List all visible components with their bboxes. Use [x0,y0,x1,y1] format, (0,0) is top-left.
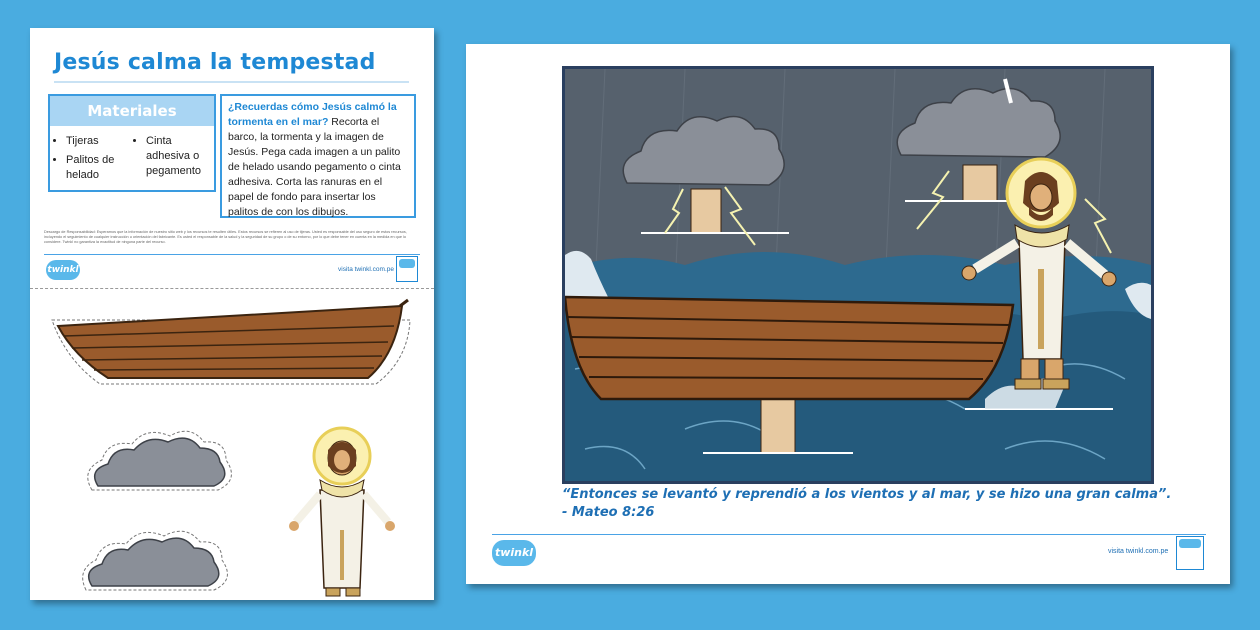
cutout-worksheet [30,28,434,600]
cut-line [30,288,434,289]
material-item: • Palitos de helado [66,153,130,183]
material-item: • Cinta adhesiva o pegamento [146,134,212,179]
title-underline [54,81,409,83]
materials-list-2 [132,134,212,183]
instructions-box [220,94,416,218]
website-link[interactable]: visita twinkl.com.pe [1108,548,1169,555]
quality-badge [1176,536,1204,570]
footer-rule [492,534,1206,535]
footer-rule [44,254,420,255]
materials-heading: Materiales [50,96,214,126]
twinkl-logo: twinkl [46,260,80,280]
quote-text: “Entonces se levantó y reprendió a los vientos y al mar, y se hizo una gran calma”. [562,487,1172,502]
materials-list-1 [52,134,130,187]
jesus-cutout [289,428,395,596]
quote-reference: - Mateo 8:26 [562,505,655,520]
material-item: • Tijeras [66,134,130,149]
twinkl-logo: twinkl [492,540,536,566]
boat-cutout [52,300,410,384]
cutout-pieces [30,290,434,600]
cloud-cutout [83,531,228,590]
disclaimer-text: Descargo de Responsabilidad: Esperamos que la información de nuestro sitio web y los recursos te resulten útiles. Estos recursos se refieren al uso de tijeras. Usted es responsable del uso seguro de estos recursos, incluyendo el seguimiento de cualquier instrucción u orientación del fabricante. Es usted el responsable de la salud y la seguridad de su grupo o de su entorno, por lo que debe tener en cuenta en la medida en que lo considere. Twinkl no garantiza la exactitud de ninguna parte del recurso. [44,230,407,244]
website-link[interactable]: visita twinkl.com.pe [338,266,394,273]
background-worksheet [466,44,1230,584]
quality-badge [396,256,418,282]
bible-quote [562,486,1171,522]
storm-scene [562,66,1154,484]
page-title: Jesús calma la tempestad [54,50,376,75]
materials-box [48,94,216,192]
cloud-cutout [88,431,232,490]
scene-illustration [565,69,1151,481]
instructions-body: Recorta el barco, la tormenta y la imagen de Jesús. Pega cada imagen a un palito de helado usando pegamento o cinta adhesiva. Corta las ranuras en el papel de fondo para insertar los palitos de con los dibujos. [228,116,401,218]
instructions-question: ¿Recuerdas cómo Jesús calmó la tormenta en el mar? [228,101,397,128]
